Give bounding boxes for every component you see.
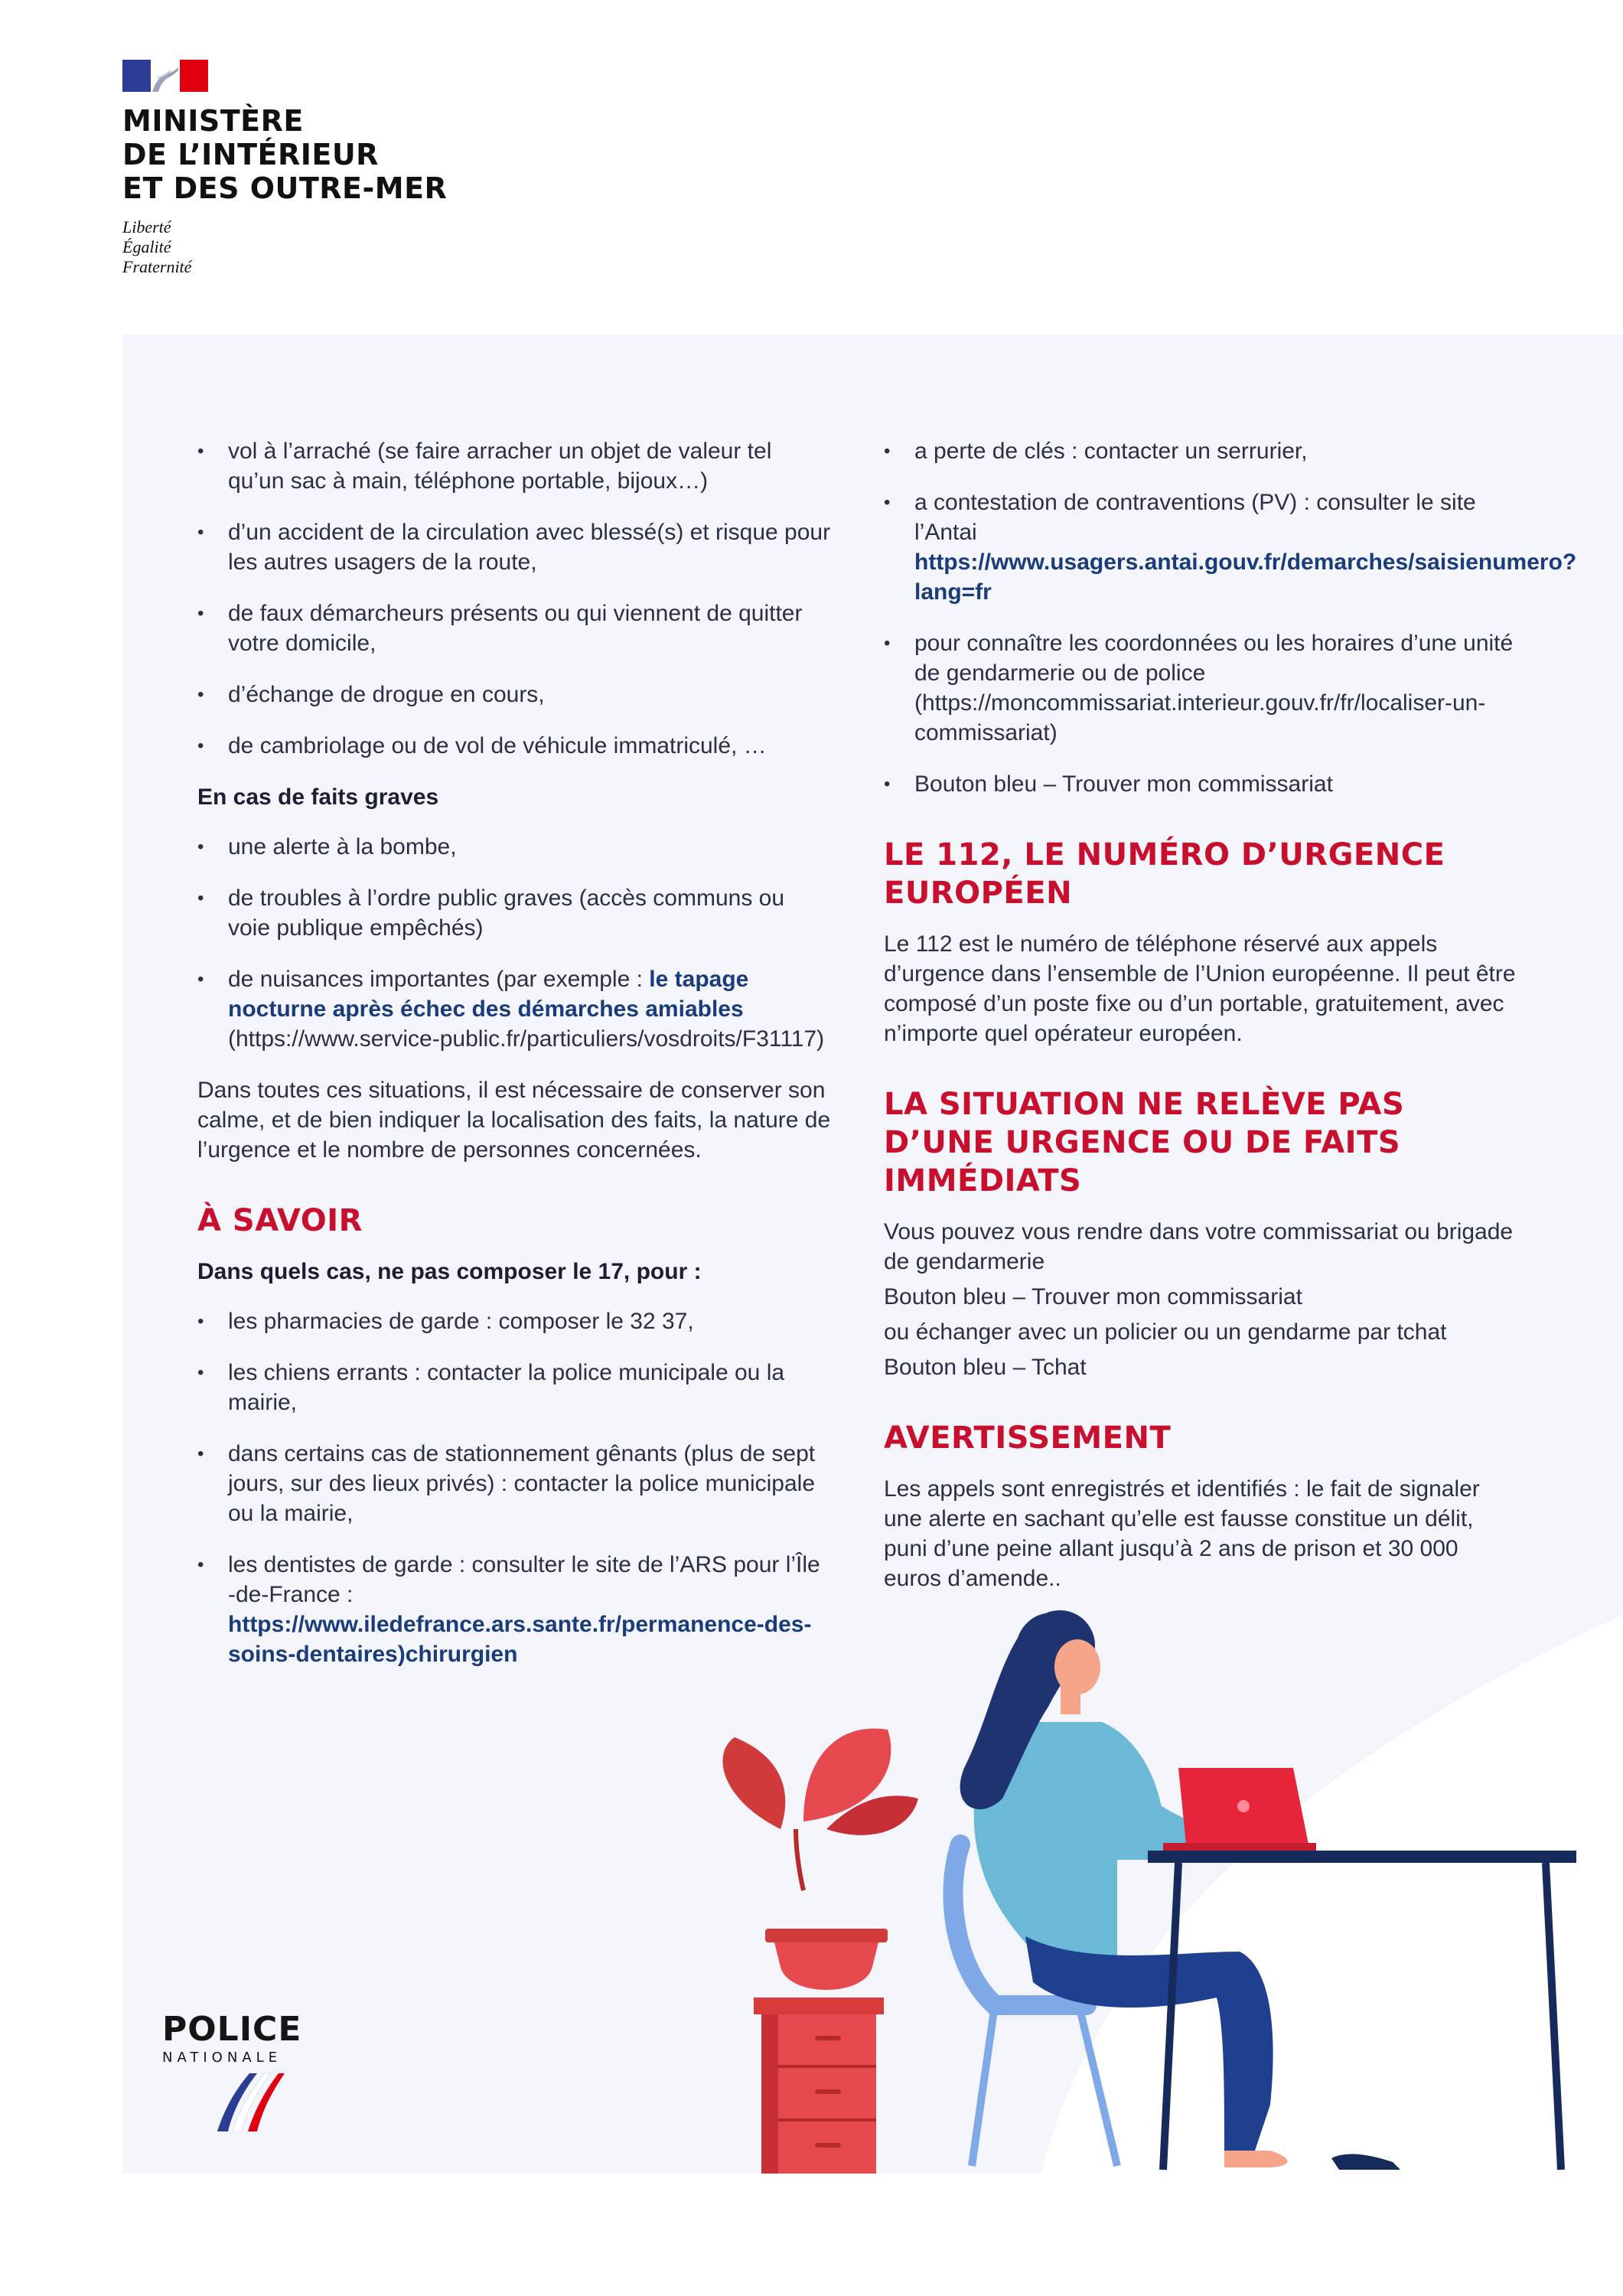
other-cases-list bbox=[884, 436, 1577, 799]
title-warning: AVERTISSEMENT bbox=[884, 1420, 1172, 1456]
grave-facts-heading: En cas de faits graves bbox=[197, 784, 439, 810]
tapage-link[interactable]: le tapage nocturne après échec des démarches amiables bbox=[228, 967, 749, 1022]
a-savoir-title: À SAVOIR bbox=[197, 1203, 363, 1238]
left-column bbox=[197, 436, 833, 1691]
list-item: • de cambriolage ou de vol de véhicule immatriculé, … bbox=[197, 731, 833, 761]
ministry-line: ET DES OUTRE-MER bbox=[122, 171, 448, 205]
situation-line: ou échanger avec un policier ou un gendarme par tchat bbox=[884, 1319, 1447, 1345]
urgent-situations-list bbox=[197, 436, 833, 761]
list-item: • les chiens errants : contacter la police municipale ou la mairie, bbox=[197, 1358, 833, 1417]
nationale-word: NATIONALE bbox=[162, 2050, 282, 2066]
motto-line: Fraternité bbox=[122, 257, 192, 276]
list-item: • d’un accident de la circulation avec blessé(s) et risque pour les autres usagers de la route, bbox=[197, 517, 833, 577]
list-item bbox=[884, 488, 1577, 607]
list-item: • une alerte à la bombe, bbox=[197, 832, 833, 862]
police-word: POLICE bbox=[162, 2010, 302, 2049]
ars-link[interactable]: https://www.iledefrance.ars.sante.fr/permanence-des-soins-dentaires)chirurgien bbox=[228, 1612, 812, 1667]
republic-motto bbox=[122, 217, 447, 277]
list-item bbox=[197, 1550, 833, 1669]
marianne-flag-logo bbox=[122, 60, 208, 92]
police-nationale-logo bbox=[162, 2010, 302, 2135]
situation-line: Bouton bleu – Trouver mon commissariat bbox=[884, 1284, 1302, 1309]
title-situation: LA SITUATION NE RELÈVE PAS D’UNE URGENCE OU DE FAITS IMMÉDIATS bbox=[884, 1087, 1405, 1199]
situations-paragraph: Dans toutes ces situations, il est nécessaire de conserver son calme, et de bien indiquer la localisation des faits, la nature de l’urgence et le nombre de personnes concernées. bbox=[197, 1078, 831, 1163]
situation-lines bbox=[884, 1217, 1519, 1382]
ministry-name bbox=[122, 104, 447, 205]
list-item: • d’échange de drogue en cours, bbox=[197, 680, 833, 709]
nuisance-prefix: de nuisances importantes (par exemple : bbox=[228, 967, 650, 992]
ministry-header bbox=[122, 60, 447, 277]
list-item: • pour connaître les coordonnées ou les horaires d’une unité de gendarmerie ou de police (https://moncommissariat.interieur.gouv.fr/fr/localiser-un-commissariat) bbox=[884, 628, 1519, 748]
dentist-prefix: les dentistes de garde : consulter le site de l’ARS pour l’Île -de-France : bbox=[228, 1552, 820, 1607]
situation-line: Vous pouvez vous rendre dans votre commissariat ou brigade de gendarmerie bbox=[884, 1219, 1514, 1274]
list-item: • a perte de clés : contacter un serrurier, bbox=[884, 436, 1519, 466]
pv-prefix: a contestation de contraventions (PV) : consulter le site l’Antai bbox=[914, 490, 1476, 545]
list-item: • Bouton bleu – Trouver mon commissariat bbox=[884, 769, 1519, 799]
list-item: • dans certains cas de stationnement gênants (plus de sept jours, sur des lieux privés) : contacter la police municipale ou la mairie, bbox=[197, 1439, 833, 1528]
antai-link[interactable]: https://www.usagers.antai.gouv.fr/demarches/saisienumero?lang=fr bbox=[914, 550, 1577, 605]
list-item: • vol à l’arraché (se faire arracher un objet de valeur tel qu’un sac à main, téléphone portable, bijoux…) bbox=[197, 436, 833, 496]
right-column bbox=[884, 436, 1577, 1615]
motto-line: Liberté bbox=[122, 217, 171, 236]
nuisance-suffix: (https://www.service-public.fr/particuliers/vosdroits/F31117) bbox=[228, 1026, 825, 1052]
ministry-line: MINISTÈRE bbox=[122, 104, 304, 138]
ministry-line: DE L’INTÉRIEUR bbox=[122, 138, 379, 171]
motto-line: Égalité bbox=[122, 237, 171, 256]
a-savoir-subhead: Dans quels cas, ne pas composer le 17, pour : bbox=[197, 1259, 702, 1284]
list-item bbox=[197, 964, 833, 1054]
list-item: • de faux démarcheurs présents ou qui viennent de quitter votre domicile, bbox=[197, 598, 833, 658]
grave-facts-list bbox=[197, 832, 833, 1054]
situation-line: Bouton bleu – Tchat bbox=[884, 1355, 1087, 1380]
paragraph-112: Le 112 est le numéro de téléphone réservé aux appels d’urgence dans l’ensemble de l’Union européenne. Il peut être composé d’un poste fixe ou d’un portable, gratuitement, avec n’importe quel opérateur européen. bbox=[884, 931, 1516, 1046]
tricolor-swoosh-icon bbox=[202, 2070, 286, 2131]
list-item: • de troubles à l’ordre public graves (accès communs ou voie publique empêchés) bbox=[197, 883, 833, 943]
paragraph-warning: Les appels sont enregistrés et identifiés : le fait de signaler une alerte en sachant qu’elle est fausse constitue un délit, puni d’une peine allant jusqu’à 2 ans de prison et 30 000 euros d’amende.. bbox=[884, 1476, 1480, 1591]
list-item: • les pharmacies de garde : composer le 32 37, bbox=[197, 1306, 833, 1336]
do-not-call-list bbox=[197, 1306, 833, 1669]
title-112: LE 112, LE NUMÉRO D’URGENCE EUROPÉEN bbox=[884, 837, 1445, 911]
